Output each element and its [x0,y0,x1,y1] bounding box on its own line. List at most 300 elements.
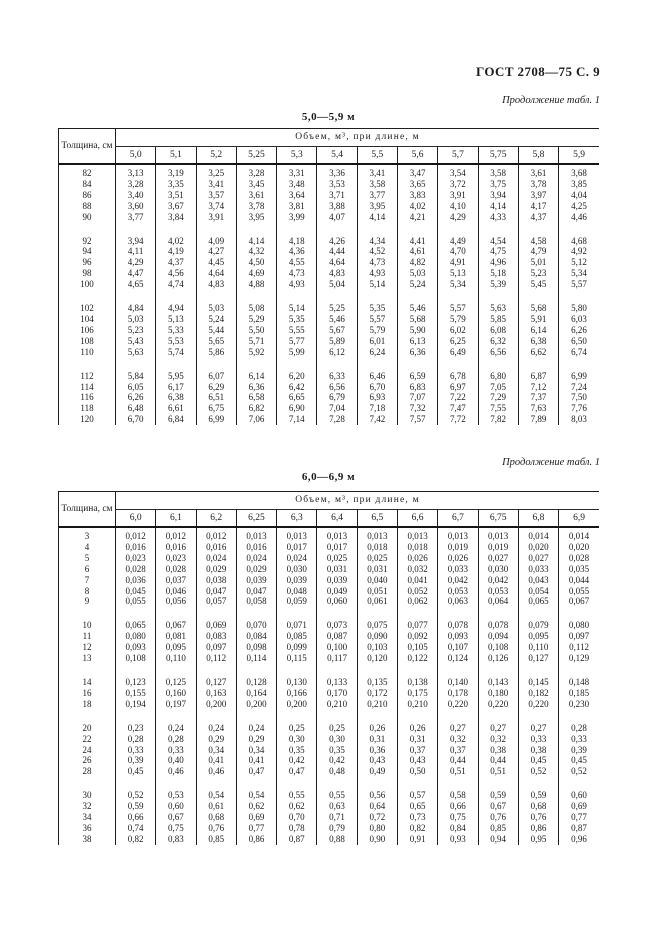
volume-cell: 0,059 [277,596,317,607]
volume-cell: 0,77 [559,812,599,823]
length-columns-row [59,147,600,165]
gap-cell [438,223,478,236]
volume-cell: 7,06 [236,414,276,425]
volume-cell: 0,037 [156,575,196,586]
volume-cell: 0,128 [236,677,276,688]
volume-cell: 4,96 [478,257,518,268]
volume-cell: 0,124 [438,653,478,664]
table-row [59,812,600,823]
volume-cell: 0,39 [116,755,156,766]
volume-cell: 0,024 [236,553,276,564]
volume-cell: 0,016 [116,542,156,553]
volume-cell: 0,41 [236,755,276,766]
volume-cell: 0,077 [397,620,437,631]
volume-cell: 6,50 [559,336,599,347]
volume-cell: 0,079 [518,620,558,631]
volume-cell: 0,200 [196,699,236,710]
table-row [59,257,600,268]
table-row [59,347,600,358]
volume-cell: 0,29 [236,734,276,745]
volume-cell: 5,63 [478,303,518,314]
volume-cell: 0,172 [357,688,397,699]
gap-cell [438,290,478,303]
table-title: 5,0—5,9 м [301,111,356,123]
gap-cell [156,223,196,236]
volume-cell: 3,40 [116,190,156,201]
volume-cell: 4,56 [156,268,196,279]
volume-cell: 0,68 [518,801,558,812]
volume-cell: 0,35 [277,745,317,756]
volume-cell: 0,064 [478,596,518,607]
volume-cell: 4,14 [357,212,397,223]
table-header [59,129,600,165]
volume-cell: 0,120 [357,653,397,664]
volume-cell: 4,07 [317,212,357,223]
volume-cell: 3,60 [116,201,156,212]
volume-cell: 5,03 [196,303,236,314]
volume-cell: 4,70 [438,246,478,257]
volume-cell: 0,210 [357,699,397,710]
volume-cell: 0,47 [277,766,317,777]
volume-cell: 0,043 [518,575,558,586]
volume-cell: 3,94 [116,236,156,247]
gap-cell [317,607,357,620]
volume-cell: 6,62 [518,347,558,358]
volume-cell: 4,27 [196,246,236,257]
volume-cell: 5,34 [559,268,599,279]
volume-cell: 0,82 [397,823,437,834]
length-column-header: 5,1 [156,147,196,165]
volume-cell: 0,91 [397,834,437,845]
volume-cell: 0,024 [277,553,317,564]
gap-cell [559,358,599,371]
volume-cell: 6,99 [559,371,599,382]
gap-cell [196,710,236,723]
volume-cell: 0,60 [156,801,196,812]
table-container [58,128,599,425]
volume-cell: 7,50 [559,392,599,403]
volume-cell: 5,12 [559,257,599,268]
table-row [59,164,600,179]
volume-cell: 7,37 [518,392,558,403]
volume-cell: 5,23 [116,325,156,336]
volume-cell: 0,073 [317,620,357,631]
volume-cell: 0,78 [277,823,317,834]
gap-cell [559,607,599,620]
volume-cell: 5,23 [518,268,558,279]
volume-cell: 0,55 [317,790,357,801]
volume-cell: 3,61 [236,190,276,201]
volume-cell: 5,35 [357,303,397,314]
volume-cell: 3,51 [156,190,196,201]
volume-cell: 4,44 [317,246,357,257]
gap-cell [438,358,478,371]
gap-cell [478,777,518,790]
volume-cell: 0,148 [559,677,599,688]
volume-cell: 0,020 [559,542,599,553]
volume-cell: 5,57 [357,314,397,325]
volume-cell: 6,02 [438,325,478,336]
volume-cell: 6,03 [559,314,599,325]
length-column-header: 5,75 [478,147,518,165]
gap-cell [478,290,518,303]
thickness-cell: 120 [59,414,116,425]
gap-cell [236,358,276,371]
volume-cell: 4,29 [116,257,156,268]
volume-cell: 0,060 [317,596,357,607]
gap-cell [156,358,196,371]
volume-cell: 3,65 [397,179,437,190]
gap-cell [196,290,236,303]
volume-cell: 0,42 [277,755,317,766]
volume-cell: 6,08 [478,325,518,336]
thickness-cell: 14 [59,677,116,688]
volume-cell: 0,178 [438,688,478,699]
volume-cell: 5,14 [357,279,397,290]
volume-cell: 6,36 [236,382,276,393]
volume-cell: 4,02 [156,236,196,247]
volume-cell: 0,105 [397,642,437,653]
volume-cell: 6,97 [438,382,478,393]
volume-cell: 0,054 [518,586,558,597]
volume-cell: 0,28 [156,734,196,745]
volume-cell: 5,92 [236,347,276,358]
volume-cell: 3,78 [518,179,558,190]
volume-cell: 0,014 [518,527,558,542]
volume-cell: 7,05 [478,382,518,393]
volume-cell: 5,80 [559,303,599,314]
volume-cell: 0,69 [236,812,276,823]
volume-cell: 6,14 [236,371,276,382]
volume-cell: 4,82 [397,257,437,268]
table-row [59,336,600,347]
volume-cell: 6,13 [397,336,437,347]
volume-cell: 3,53 [317,179,357,190]
table-row [59,179,600,190]
gap-cell [357,777,397,790]
volume-cell: 6,56 [478,347,518,358]
volume-table-6m [58,491,599,845]
gap-cell [236,664,276,677]
volume-cell: 0,126 [478,653,518,664]
thickness-cell: 5 [59,553,116,564]
length-column-header: 6,3 [277,510,317,528]
volume-cell: 0,092 [397,631,437,642]
volume-cell: 5,95 [156,371,196,382]
gap-cell [156,777,196,790]
volume-cell: 0,027 [478,553,518,564]
volume-cell: 4,93 [357,268,397,279]
continuation-note: Продолжение табл. 1 [502,95,600,106]
volume-cell: 0,71 [317,812,357,823]
length-column-header: 5,5 [357,147,397,165]
volume-cell: 0,27 [438,723,478,734]
volume-cell: 6,82 [236,403,276,414]
thickness-cell: 86 [59,190,116,201]
table-row [59,801,600,812]
volume-cell: 5,79 [438,314,478,325]
volume-cell: 0,43 [357,755,397,766]
volume-cell: 0,76 [196,823,236,834]
gap-cell [116,664,156,677]
volume-cell: 0,041 [397,575,437,586]
volume-cell: 0,117 [317,653,357,664]
volume-cell: 5,01 [518,257,558,268]
thickness-column-header: Толщина, см [59,492,116,528]
volume-cell: 4,75 [478,246,518,257]
volume-cell: 4,94 [156,303,196,314]
thickness-cell: 12 [59,642,116,653]
thickness-cell: 112 [59,371,116,382]
volume-cell: 3,91 [196,212,236,223]
volume-cell: 4,47 [116,268,156,279]
volume-cell: 0,040 [357,575,397,586]
volume-cell: 6,14 [518,325,558,336]
volume-cell: 0,069 [196,620,236,631]
table-title: 6,0—6,9 м [301,471,356,483]
volume-cell: 4,91 [438,257,478,268]
volume-cell: 7,07 [397,392,437,403]
volume-cell: 0,76 [478,812,518,823]
gap-cell [559,777,599,790]
volume-cell: 3,25 [196,164,236,179]
volume-cell: 0,52 [559,766,599,777]
volume-cell: 3,19 [156,164,196,179]
volume-cell: 0,220 [478,699,518,710]
volume-cell: 0,067 [156,620,196,631]
volume-cell: 5,24 [397,279,437,290]
volume-cell: 0,093 [116,642,156,653]
volume-cell: 0,50 [397,766,437,777]
volume-cell: 5,43 [116,336,156,347]
volume-cell: 7,32 [397,403,437,414]
thickness-cell: 6 [59,564,116,575]
volume-cell: 0,68 [196,812,236,823]
gap-cell [59,607,116,620]
volume-cell: 4,45 [196,257,236,268]
volume-cell: 0,012 [196,527,236,542]
volume-cell: 5,74 [156,347,196,358]
volume-cell: 5,79 [357,325,397,336]
thickness-cell: 92 [59,236,116,247]
volume-cell: 0,166 [277,688,317,699]
volume-cell: 0,66 [438,801,478,812]
table-row [59,596,600,607]
volume-cell: 0,23 [116,723,156,734]
volume-cell: 0,083 [196,631,236,642]
gap-cell [438,777,478,790]
volume-cell: 3,95 [357,201,397,212]
volume-cell: 0,29 [196,734,236,745]
volume-cell: 0,38 [518,745,558,756]
volume-cell: 0,017 [317,542,357,553]
volume-cell: 0,097 [196,642,236,653]
volume-cell: 6,33 [317,371,357,382]
volume-cell: 0,140 [438,677,478,688]
table-row [59,190,600,201]
length-column-header: 5,6 [397,147,437,165]
volume-cell: 0,95 [518,834,558,845]
length-column-header: 6,6 [397,510,437,528]
length-column-header: 6,2 [196,510,236,528]
length-column-header: 5,0 [116,147,156,165]
volume-cell: 0,100 [317,642,357,653]
volume-cell: 0,030 [478,564,518,575]
volume-cell: 6,79 [317,392,357,403]
volume-cell: 4,64 [317,257,357,268]
volume-cell: 6,65 [277,392,317,403]
gap-cell [277,290,317,303]
volume-cell: 0,37 [397,745,437,756]
table-row [59,699,600,710]
volume-cell: 0,70 [277,812,317,823]
gap-cell [59,710,116,723]
volume-cell: 0,36 [357,745,397,756]
volume-cell: 6,56 [317,382,357,393]
volume-cell: 0,194 [116,699,156,710]
volume-cell: 0,28 [559,723,599,734]
thickness-cell: 28 [59,766,116,777]
gap-cell [236,223,276,236]
volume-cell: 6,29 [196,382,236,393]
volume-cell: 7,63 [518,403,558,414]
volume-cell: 3,83 [397,190,437,201]
volume-cell: 0,164 [236,688,276,699]
volume-cell: 0,071 [277,620,317,631]
volume-cell: 0,42 [317,755,357,766]
table-row [59,575,600,586]
volume-cell: 0,220 [438,699,478,710]
volume-cell: 5,65 [196,336,236,347]
volume-cell: 4,25 [559,201,599,212]
gap-cell [156,664,196,677]
volume-cell: 6,83 [397,382,437,393]
volume-cell: 3,77 [116,212,156,223]
volume-cell: 5,53 [156,336,196,347]
volume-cell: 0,145 [518,677,558,688]
volume-cell: 3,41 [357,164,397,179]
volume-cell: 0,155 [116,688,156,699]
volume-cell: 6,61 [156,403,196,414]
volume-cell: 4,68 [559,236,599,247]
volume-cell: 3,28 [116,179,156,190]
volume-cell: 0,057 [196,596,236,607]
volume-cell: 0,87 [559,823,599,834]
volume-cell: 4,84 [116,303,156,314]
volume-cell: 7,28 [317,414,357,425]
thickness-cell: 13 [59,653,116,664]
table-row [59,201,600,212]
volume-cell: 3,54 [438,164,478,179]
volume-cell: 0,030 [277,564,317,575]
volume-cell: 0,129 [559,653,599,664]
volume-cell: 0,063 [438,596,478,607]
gap-cell [478,358,518,371]
thickness-cell: 18 [59,699,116,710]
gap-cell [397,664,437,677]
volume-cell: 0,039 [277,575,317,586]
volume-cell: 0,200 [277,699,317,710]
volume-cell: 0,018 [357,542,397,553]
volume-cell: 0,110 [156,653,196,664]
volume-cell: 0,108 [478,642,518,653]
volume-cell: 0,114 [236,653,276,664]
volume-cell: 5,04 [317,279,357,290]
gap-cell [397,358,437,371]
volume-cell: 5,99 [277,347,317,358]
volume-cell: 3,68 [559,164,599,179]
volume-cell: 0,33 [559,734,599,745]
volume-cell: 6,12 [317,347,357,358]
volume-cell: 0,048 [277,586,317,597]
table-row [59,268,600,279]
gap-cell [59,290,116,303]
volume-cell: 0,43 [397,755,437,766]
volume-cell: 4,19 [156,246,196,257]
volume-cell: 5,67 [317,325,357,336]
volume-cell: 5,63 [116,347,156,358]
volume-cell: 0,108 [116,653,156,664]
group-gap-row [59,358,600,371]
volume-cell: 5,29 [236,314,276,325]
volume-cell: 0,52 [518,766,558,777]
volume-cell: 5,68 [518,303,558,314]
volume-cell: 7,42 [357,414,397,425]
gap-cell [196,223,236,236]
volume-cell: 4,74 [156,279,196,290]
volume-cell: 3,85 [559,179,599,190]
volume-cell: 0,056 [156,596,196,607]
volume-cell: 7,12 [518,382,558,393]
volume-cell: 0,60 [559,790,599,801]
gap-cell [357,664,397,677]
volume-cell: 3,58 [478,164,518,179]
group-gap-row [59,777,600,790]
volume-cell: 5,50 [236,325,276,336]
gap-cell [357,290,397,303]
volume-cell: 4,83 [317,268,357,279]
volume-cell: 0,013 [317,527,357,542]
volume-cell: 0,55 [277,790,317,801]
table-row [59,823,600,834]
table-row [59,236,600,247]
table-row [59,414,600,425]
volume-cell: 7,47 [438,403,478,414]
gap-cell [156,607,196,620]
gap-cell [397,290,437,303]
volume-cell: 4,50 [236,257,276,268]
volume-cell: 0,097 [559,631,599,642]
volume-cell: 0,051 [357,586,397,597]
volume-cell: 3,41 [196,179,236,190]
volume-cell: 0,081 [156,631,196,642]
volume-cell: 0,38 [478,745,518,756]
gap-cell [438,664,478,677]
volume-cell: 0,039 [317,575,357,586]
volume-cell: 7,29 [478,392,518,403]
volume-cell: 6,36 [397,347,437,358]
gap-cell [156,290,196,303]
table-row [59,564,600,575]
volume-cell: 4,92 [559,246,599,257]
volume-cell: 4,21 [397,212,437,223]
volume-cell: 4,02 [397,201,437,212]
gap-cell [59,777,116,790]
volume-cell: 0,44 [478,755,518,766]
table-row [59,653,600,664]
table-row [59,542,600,553]
volume-cell: 0,107 [438,642,478,653]
